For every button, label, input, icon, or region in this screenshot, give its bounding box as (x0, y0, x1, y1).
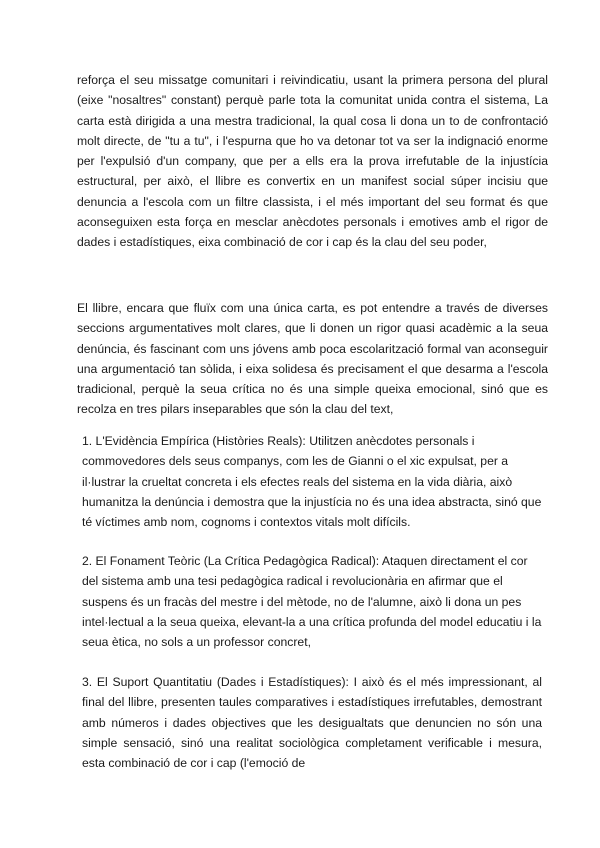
list-item-quantitative-support: 3. El Suport Quantitatiu (Dades i Estadístiques): I això és el més impressionant, al final del llibre, presenten taules comparatives i estadístiques irrefutables, demostrant amb números i dades objectives que les desigualtats que denuncien no són una simple sensació, sinó una realitat sociològica completament verificable i mesura, esta combinació de cor i cap (l'emoció de (82, 675, 542, 771)
list-item-theoretical-foundation: 2. El Fonament Teòric (La Crítica Pedagògica Radical): Ataquen directament el cor del sistema amb una tesi pedagògica radical i revolucionària en afirmar que el suspens és un fracàs del mestre i del mètode, no de l'alumne, això li dona un pes intel·lectual a la seua queixa, elevant-la a una crítica profunda del model educatiu i la seua ètica, no sols a un professor concret, (82, 554, 542, 650)
paragraph-structure: El llibre, encara que fluïx com una única carta, es pot entendre a través de diverses seccions argumentatives molt clares, que li donen un rigor quasi acadèmic a la seua denúncia, és fascinant com uns jóvens amb poca escolarització formal van aconseguir una argumentació tan sòlida, i eixa solidesa és precisament el que desarma a l'escola tradicional, perquè la seua crítica no és una simple queixa emocional, sinó que es recolza en tres pilars inseparables que són la clau del text, (77, 301, 548, 417)
paragraph-intro: reforça el seu missatge comunitari i reivindicatiu, usant la primera persona del plural (eixe "nosaltres" constant) perquè parle tota la comunitat unida contra el sistema, La carta està dirigida a una mestra tradicional, la qual cosa li dona un to de confrontació molt directe, de "tu a tu", i l'espurna que ho va detonar tot va ser la indignació enorme per l'expulsió d'un company, que per a ells era la prova irrefutable de la injustícia estructural, per això, el llibre es convertix en un manifest social súper incisiu que denuncia a l'escola com un filtre classista, i el més important del seu format és que aconseguixen esta força en mesclar anècdotes personals i emotives amb el rigor de dades i estadístiques, eixa combinació de cor i cap és la clau del seu poder, (77, 73, 548, 250)
list-item-empirical-evidence: 1. L'Evidència Empírica (Històries Reals): Utilitzen anècdotes personals i commovedores dels seus companys, com les de Gianni o el xic expulsat, per a il·lustrar la crueltat concreta i els efectes reals del sistema en la vida diària, això humanitza la denúncia i demostra que la injustícia no és una idea abstracta, sinó que té víctimes amb nom, cognoms i contextos vitals molt difícils. (82, 434, 542, 530)
